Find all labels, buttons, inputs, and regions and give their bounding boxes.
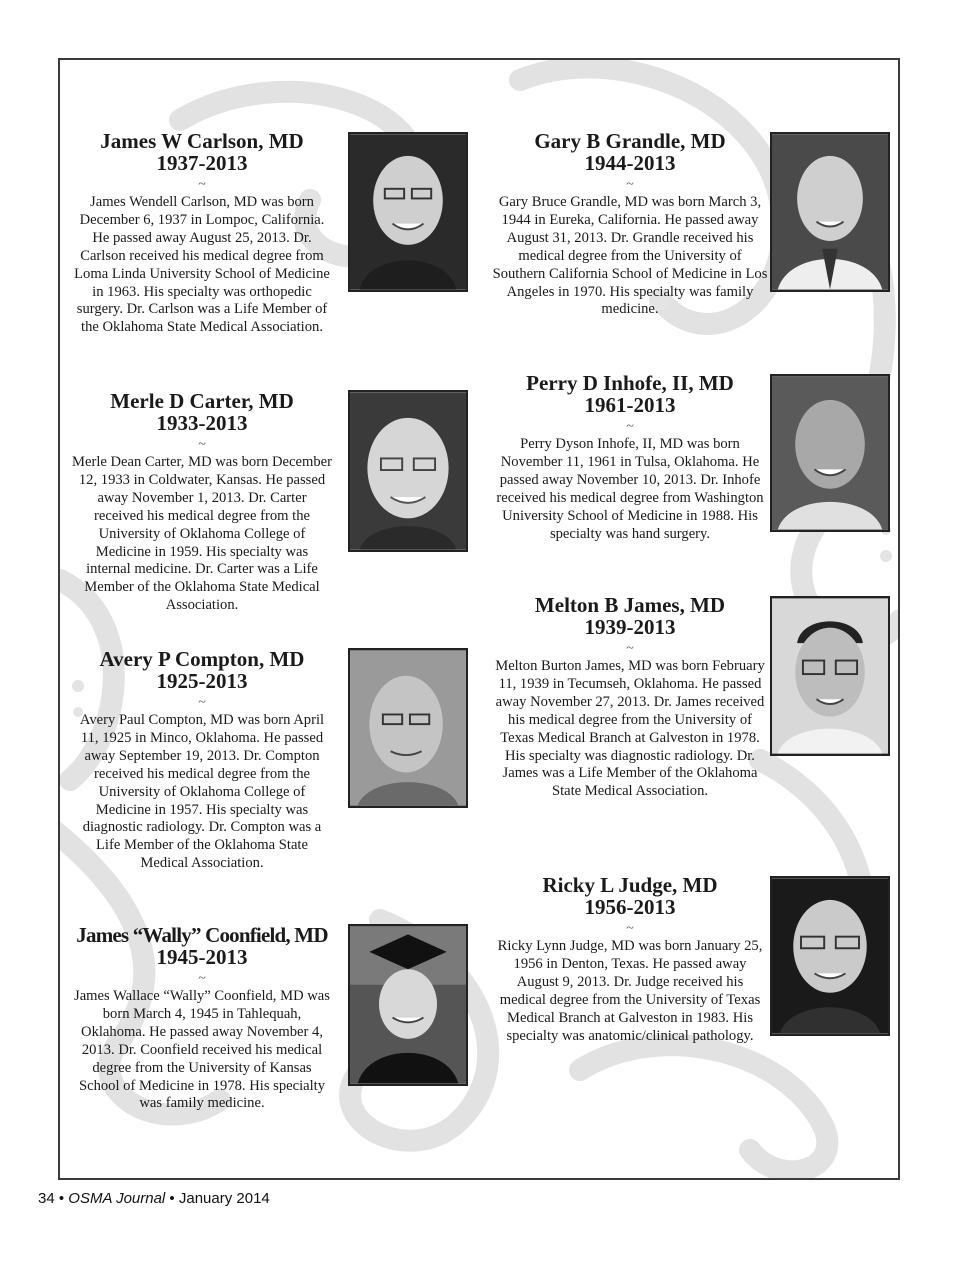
obituary-name: Melton B James, MD <box>534 593 726 617</box>
obituary-divider: ~ <box>198 695 206 710</box>
portrait-image <box>772 878 888 1034</box>
obituary-years: 1956-2013 <box>584 895 676 919</box>
obituary-name: James W Carlson, MD <box>100 129 304 153</box>
obituary-bio: Ricky Lynn Judge, MD was born January 25, 1956 in Denton, Texas. He passed away August 9, 2013. Dr. Judge received his medical degree from the University of Texas Medical Branch at Galveston in 1983. His specialty was anatomic/clinical pathology. <box>497 938 763 1044</box>
obituary-years: 1944-2013 <box>584 151 676 175</box>
obituary-name: Merle D Carter, MD <box>110 389 294 413</box>
portrait-image <box>772 376 888 530</box>
obituary-years: 1961-2013 <box>584 393 676 417</box>
obituary-years: 1937-2013 <box>156 151 248 175</box>
portrait-photo-judge <box>770 876 890 1036</box>
obituary-years: 1925-2013 <box>156 669 248 693</box>
obituary-bio: James Wendell Carlson, MD was born December 6, 1937 in Lompoc, California. He passed away August 25, 2013. Dr. Carlson received his medical degree from Loma Linda University School of Medicine in 1963. His specialty was orthopedic surgery. Dr. Carlson was a Life Member of the Oklahoma State Medical Association. <box>74 194 330 336</box>
footer-separator: • <box>165 1190 179 1207</box>
portrait-image <box>772 598 888 754</box>
portrait-image <box>350 650 466 806</box>
portrait-image <box>350 392 466 550</box>
obituary-name: Ricky L Judge, MD <box>542 873 718 897</box>
portrait-photo-compton <box>348 648 468 808</box>
obituary-bio: Melton Burton James, MD was born February 11, 1939 in Tecumseh, Oklahoma. He passed away November 27, 2013. Dr. James received his medical degree from the University of Texas Medical Branch at Galveston in 1978. His specialty was diagnostic radiology. Dr. James was a Life Member of the Oklahoma State Medical Association. <box>495 658 765 800</box>
portrait-photo-james <box>770 596 890 756</box>
obituary-bio: Gary Bruce Grandle, MD was born March 3, 1944 in Eureka, California. He passed away August 31, 2013. Dr. Grandle received his medical degree from the University of Southern California School of Medicine in Los Angeles in 1970. His specialty was family medicine. <box>492 194 768 318</box>
obituary-years: 1939-2013 <box>584 615 676 639</box>
obituary-name: Gary B Grandle, MD <box>534 129 726 153</box>
obituary-divider: ~ <box>198 437 206 452</box>
obituary-bio: Perry Dyson Inhofe, II, MD was born November 11, 1961 in Tulsa, Oklahoma. He passed away November 10, 2013. Dr. Inhofe received his medical degree from Washington University School of Medicine in 1988. His specialty was hand surgery. <box>496 436 764 542</box>
issue-date: January 2014 <box>178 1190 270 1207</box>
page-frame <box>58 58 900 1180</box>
portrait-photo-carter <box>348 390 468 552</box>
page-number: 34 <box>38 1190 55 1207</box>
portrait-photo-grandle <box>770 132 890 292</box>
portrait-photo-inhofe <box>770 374 890 532</box>
portrait-photo-carlson <box>348 132 468 292</box>
obituary-bio: Avery Paul Compton, MD was born April 11, 1925 in Minco, Oklahoma. He passed away September 19, 2013. Dr. Compton received his medical degree from the University of Oklahoma College of Medicine in 1957. His specialty was diagnostic radiology. Dr. Compton was a Life Member of the Oklahoma State Medical Association. <box>79 712 325 872</box>
obituary-bio: Merle Dean Carter, MD was born December 12, 1933 in Coldwater, Kansas. He passed away November 1, 2013. Dr. Carter received his medical degree from the University of Oklahoma College of Medicine in 1959. His specialty was internal medicine. Dr. Carter was a Life Member of the Oklahoma State Medical Association. <box>72 454 332 614</box>
obituary-divider: ~ <box>198 177 206 192</box>
obituary-divider: ~ <box>626 419 634 434</box>
obituary-name: Avery P Compton, MD <box>99 647 305 671</box>
portrait-image <box>772 134 888 290</box>
portrait-image <box>350 926 466 1084</box>
journal-name: OSMA Journal <box>68 1190 166 1207</box>
footer-separator: • <box>54 1190 69 1207</box>
obituary-name: James “Wally” Coonfield, MD <box>76 923 328 947</box>
obituary-name: Perry D Inhofe, II, MD <box>526 371 734 395</box>
obituary-bio: James Wallace “Wally” Coonfield, MD was born March 4, 1945 in Tahlequah, Oklahoma. He passed away November 4, 2013. Dr. Coonfield received his medical degree from the University of Kansas School of Medicine in 1978. His specialty was family medicine. <box>74 988 330 1112</box>
portrait-photo-coonfield <box>348 924 468 1086</box>
obituary-divider: ~ <box>626 177 634 192</box>
page-footer <box>38 1190 270 1207</box>
obituary-years: 1945-2013 <box>156 945 248 969</box>
obituary-divider: ~ <box>626 641 634 656</box>
obituary-years: 1933-2013 <box>156 411 248 435</box>
portrait-image <box>350 134 466 290</box>
obituary-divider: ~ <box>198 971 206 986</box>
obituary-divider: ~ <box>626 921 634 936</box>
